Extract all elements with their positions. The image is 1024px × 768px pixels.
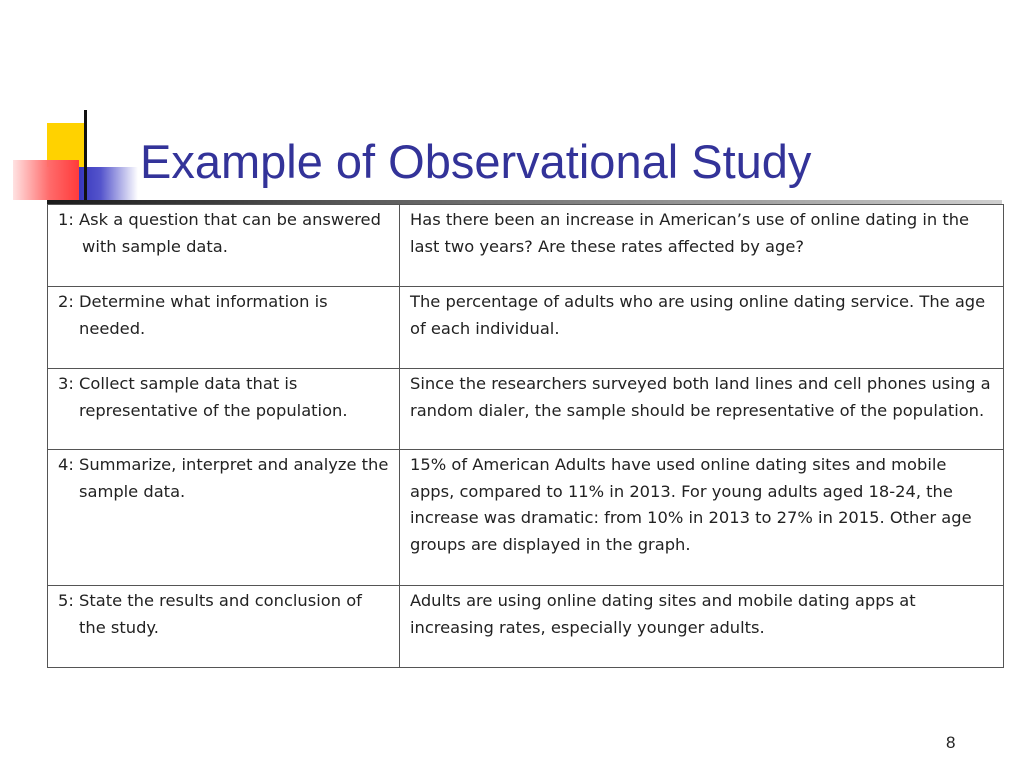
detail-cell <box>400 205 1004 287</box>
logo-red-bar <box>13 160 79 200</box>
table-row <box>48 586 1004 668</box>
logo-vertical-line <box>84 110 87 205</box>
page-number: 8 <box>946 733 956 752</box>
detail-cell <box>400 450 1004 586</box>
slide-logo <box>0 0 140 210</box>
table-row <box>48 369 1004 450</box>
detail-cell <box>400 287 1004 369</box>
step-cell <box>48 205 400 287</box>
slide-title: Example of Observational Study <box>140 135 812 188</box>
step-cell <box>48 287 400 369</box>
step-cell <box>48 369 400 450</box>
step-text: 3: Collect sample data that is representative of the population. <box>58 374 348 420</box>
detail-text: The percentage of adults who are using online dating service. The age of each individual. <box>410 292 986 338</box>
table-row <box>48 205 1004 287</box>
step-text: 4: Summarize, interpret and analyze the sample data. <box>58 455 389 501</box>
detail-text: 15% of American Adults have used online dating sites and mobile apps, compared to 11% in 2013. For young adults aged 18-24, the increase was dramatic: from 10% in 2013 to 27% in 2015. Other age groups are displayed in the graph. <box>410 455 972 554</box>
study-steps-table <box>47 204 1004 668</box>
detail-cell <box>400 369 1004 450</box>
step-text: 2: Determine what information is needed. <box>58 292 328 338</box>
table-row <box>48 450 1004 586</box>
step-text: 1: Ask a question that can be answered with sample data. <box>58 210 381 256</box>
step-cell <box>48 450 400 586</box>
detail-text: Adults are using online dating sites and mobile dating apps at increasing rates, especially younger adults. <box>410 591 916 637</box>
step-text: 5: State the results and conclusion of the study. <box>58 591 362 637</box>
table-row <box>48 287 1004 369</box>
detail-text: Since the researchers surveyed both land lines and cell phones using a random dialer, the sample should be representative of the population. <box>410 374 991 420</box>
detail-text: Has there been an increase in American’s use of online dating in the last two years? Are these rates affected by age? <box>410 210 970 256</box>
step-cell <box>48 586 400 668</box>
detail-cell <box>400 586 1004 668</box>
